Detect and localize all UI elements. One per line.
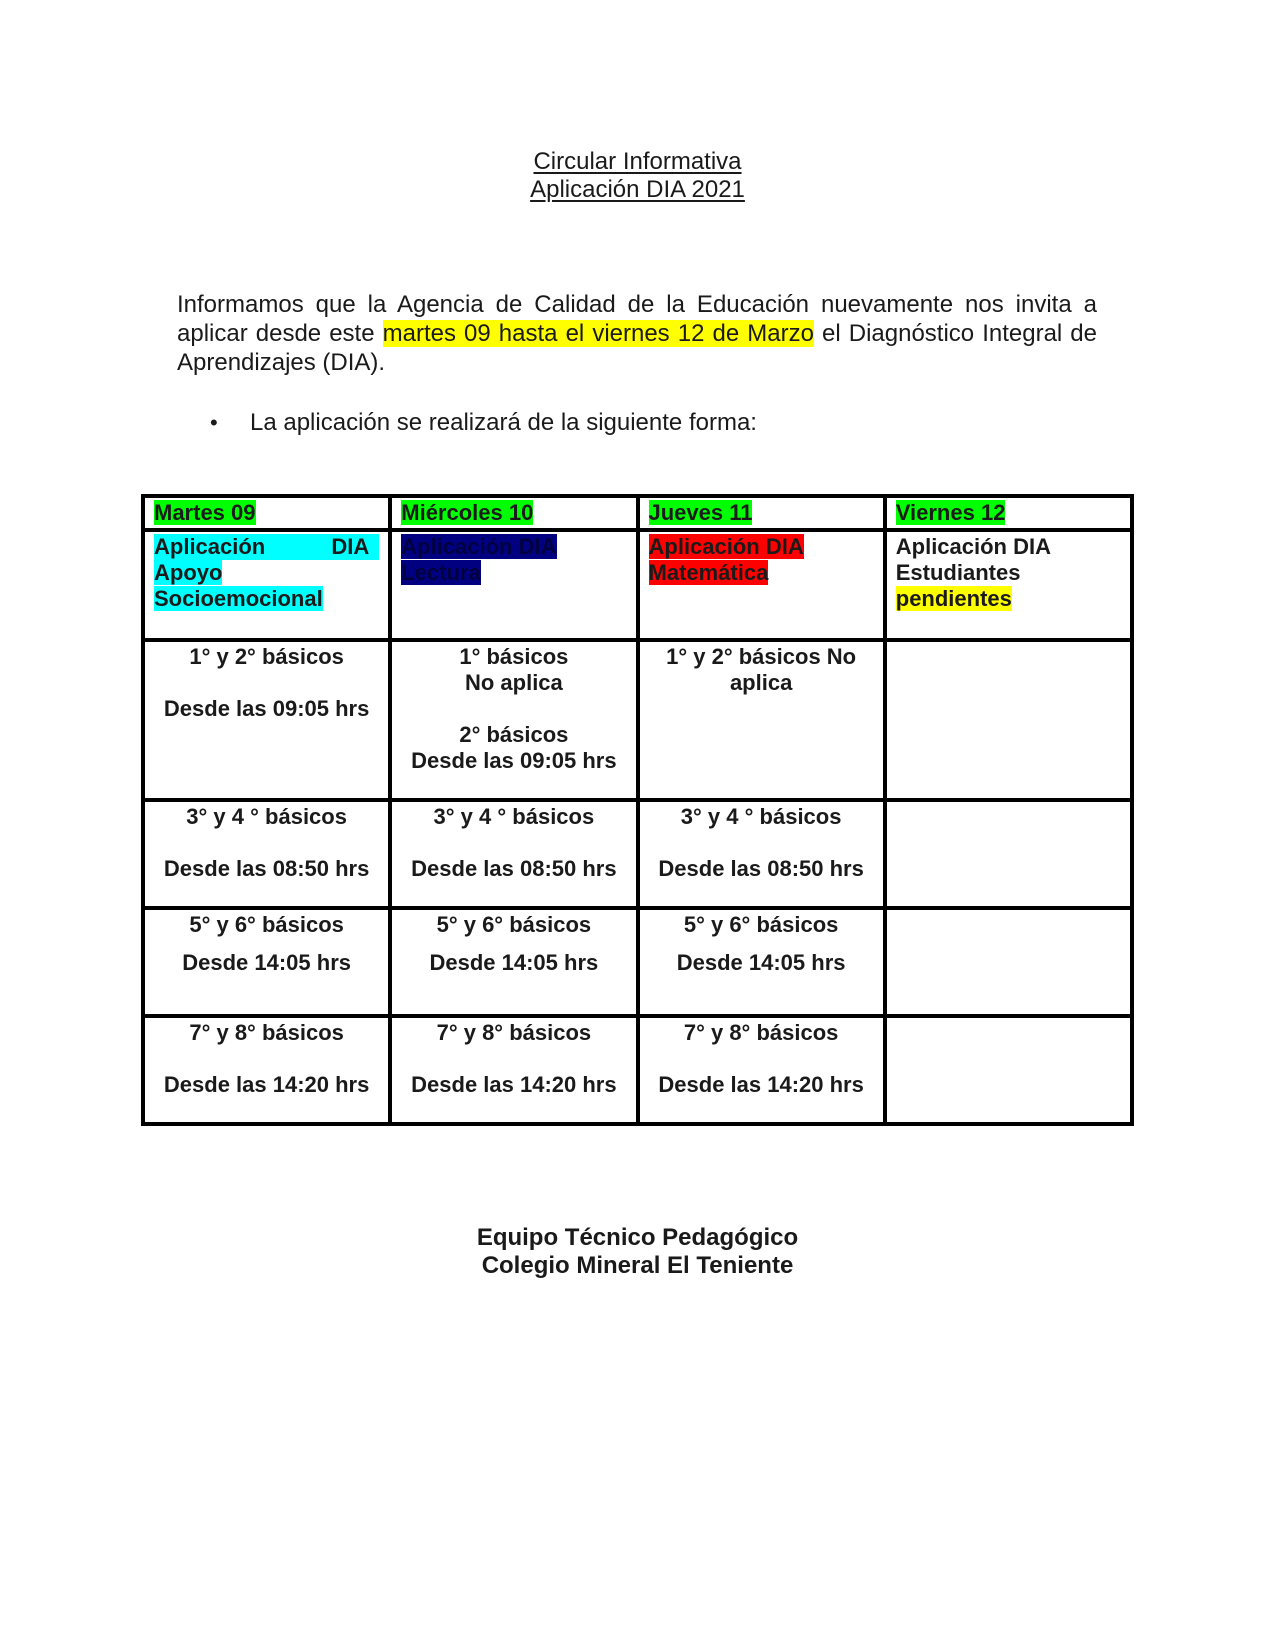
day-label: Viernes 12	[895, 500, 1006, 525]
schedule-cell	[390, 640, 637, 800]
grade-label: 5° y 6° básicos	[683, 912, 839, 937]
time-label: Desde 14:05 hrs	[676, 950, 846, 975]
grade-label: 1° y 2° básicos No	[666, 644, 857, 669]
bullet-icon: •	[210, 410, 218, 435]
signature-school: Colegio Mineral El Teniente	[481, 1252, 794, 1279]
schedule-cell	[638, 1016, 885, 1124]
activity-cell	[638, 530, 885, 640]
activity-line: Aplicación DIA	[154, 534, 379, 560]
schedule-cell-empty	[885, 640, 1132, 800]
activity-cell	[390, 530, 637, 640]
activity-line: pendientes	[895, 586, 1012, 611]
time-label: Desde las 14:20 hrs	[658, 1072, 864, 1097]
schedule-cell	[390, 1016, 637, 1124]
time-label: Desde las 14:20 hrs	[163, 1072, 370, 1097]
grade-label: 1° y 2° básicos	[189, 644, 344, 669]
grade-label: 5° y 6° básicos	[436, 912, 592, 937]
grade-label: 7° y 8° básicos	[189, 1020, 344, 1045]
activity-cell	[885, 530, 1132, 640]
day-cell	[390, 496, 637, 530]
activity-row	[143, 530, 1132, 640]
activity-line: Estudiantes	[895, 560, 1021, 585]
time-label: Desde 14:05 hrs	[182, 950, 351, 975]
time-label: Desde las 08:50 hrs	[658, 856, 864, 881]
schedule-row	[143, 640, 1132, 800]
grade-label: 3° y 4 ° básicos	[186, 804, 347, 829]
grade-label: 7° y 8° básicos	[683, 1020, 839, 1045]
schedule-cell	[638, 640, 885, 800]
day-header-row	[143, 496, 1132, 530]
schedule-cell	[143, 908, 390, 1016]
intro-text-after: el Diagnóstico Integral de Aprendizajes (DIA).	[177, 320, 1098, 376]
activity-cell	[143, 530, 390, 640]
time-label: Desde las 14:20 hrs	[411, 1072, 617, 1097]
schedule-row	[143, 1016, 1132, 1124]
activity-line: Aplicación DIA	[401, 534, 557, 559]
schedule-cell-empty	[885, 800, 1132, 908]
day-label: Jueves 11	[648, 500, 753, 525]
grade-label: 3° y 4 ° básicos	[680, 804, 842, 829]
schedule-row	[143, 800, 1132, 908]
time-label: Desde las 09:05 hrs	[411, 748, 617, 773]
bullet-item	[210, 408, 757, 437]
grade-label: 2° básicos	[459, 722, 569, 747]
schedule-cell	[638, 800, 885, 908]
intro-text-before: Informamos que la Agencia de Calidad de la Educación nuevamente nos invita a aplicar desde este	[177, 291, 1097, 347]
day-cell	[638, 496, 885, 530]
day-cell	[143, 496, 390, 530]
schedule-cell-empty	[885, 1016, 1132, 1124]
intro-paragraph	[177, 290, 1097, 377]
time-label: Desde 14:05 hrs	[429, 950, 599, 975]
bullet-text: La aplicación se realizará de la siguiente forma:	[250, 409, 757, 436]
time-label: Desde las 08:50 hrs	[163, 856, 370, 881]
schedule-cell-empty	[885, 908, 1132, 1016]
day-cell	[885, 496, 1132, 530]
note-label: No aplica	[464, 670, 563, 695]
schedule-cell	[390, 908, 637, 1016]
schedule-cell	[390, 800, 637, 908]
schedule-table	[141, 494, 1134, 1126]
circular-title: Circular Informativa	[533, 148, 742, 175]
grade-label: 5° y 6° básicos	[189, 912, 344, 937]
activity-line: Matemática	[648, 560, 769, 585]
activity-line: Socioemocional	[154, 586, 323, 611]
day-label: Miércoles 10	[401, 500, 534, 525]
grade-label: 3° y 4 ° básicos	[433, 804, 595, 829]
schedule-cell	[143, 800, 390, 908]
schedule-row	[143, 908, 1132, 1016]
circular-subtitle: Aplicación DIA 2021	[530, 176, 745, 203]
grade-label: 1° básicos	[459, 644, 569, 669]
time-label: Desde las 08:50 hrs	[411, 856, 617, 881]
time-label: Desde las 09:05 hrs	[163, 696, 370, 721]
activity-line: Apoyo	[154, 560, 223, 585]
intro-date-highlight: martes 09 hasta el viernes 12 de Marzo	[382, 320, 814, 347]
schedule-cell	[143, 1016, 390, 1124]
day-label: Martes 09	[154, 500, 256, 525]
note-label: aplica	[729, 670, 793, 695]
activity-line: Aplicación DIA	[648, 534, 804, 559]
activity-line: Aplicación DIA	[895, 534, 1051, 559]
signature-team: Equipo Técnico Pedagógico	[476, 1224, 799, 1251]
schedule-cell	[143, 640, 390, 800]
schedule-cell	[638, 908, 885, 1016]
activity-line: Lectura	[401, 560, 481, 585]
grade-label: 7° y 8° básicos	[436, 1020, 592, 1045]
